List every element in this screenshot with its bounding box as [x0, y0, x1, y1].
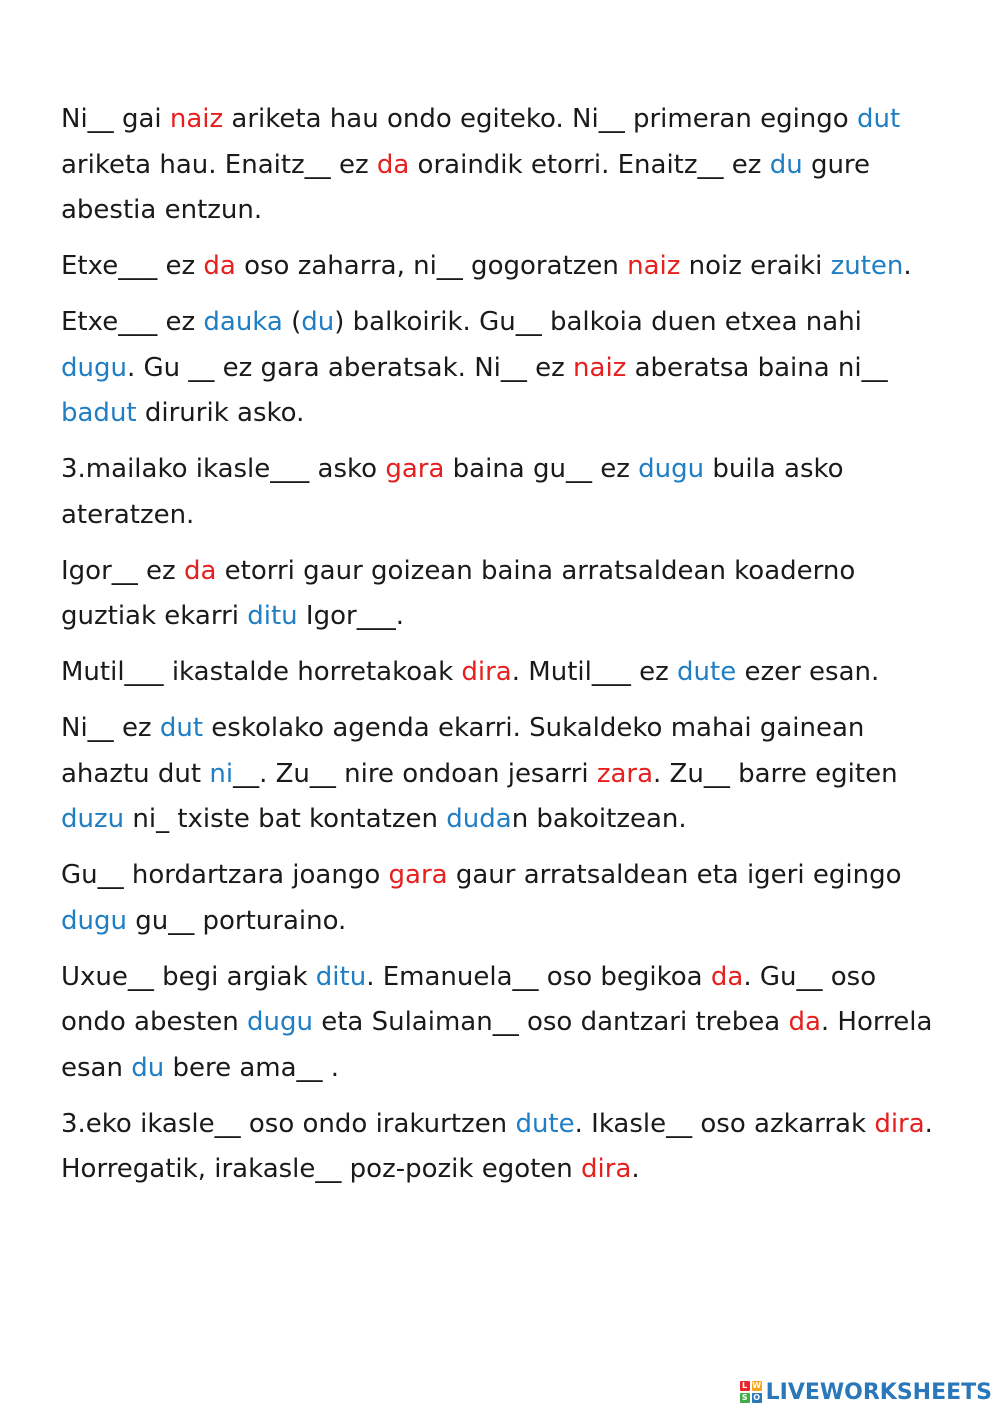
text-segment: baina gu__ ez — [444, 454, 639, 484]
highlighted-word-red: gara — [388, 860, 448, 890]
highlighted-word-blue: du — [769, 149, 803, 180]
logo-cell: L — [740, 1381, 750, 1391]
text-segment: Etxe___ ez — [61, 307, 204, 337]
text-segment: bere ama__ . — [164, 1052, 340, 1083]
highlighted-word-blue: ditu — [247, 601, 298, 631]
text-segment: . Horregatik, irakasle__ poz-pozik egoten — [61, 1108, 933, 1184]
highlighted-word-blue: dut — [856, 104, 901, 134]
paragraph-6 — [61, 650, 941, 696]
text-segment: oraindik etorri. Enaitz__ ez — [409, 149, 770, 180]
highlighted-word-red: da — [203, 251, 236, 281]
highlighted-word-red: dira — [874, 1108, 925, 1139]
text-segment: Ni__ gai — [61, 104, 170, 134]
logo-cell: O — [753, 1393, 761, 1402]
highlighted-word-blue: badut — [61, 398, 137, 428]
text-segment: noiz eraiki — [680, 251, 831, 281]
text-segment: eta Sulaiman__ oso dantzari trebea — [312, 1007, 789, 1037]
paragraph-10 — [61, 1102, 941, 1193]
text-segment: etorri gaur goizean baina arratsaldean koaderno guztiak ekarri — [61, 555, 856, 631]
highlighted-word-blue: dugu — [638, 454, 705, 484]
highlighted-word-red: da — [376, 149, 410, 180]
text-segment: Mutil___ ikastalde horretakoak — [61, 657, 462, 687]
text-segment: . — [631, 1154, 640, 1184]
text-segment: . — [903, 251, 912, 281]
text-segment: 3.mailako ikasle___ asko — [61, 454, 386, 484]
highlighted-word-blue: dut — [159, 713, 204, 743]
text-segment: . Mutil___ ez — [511, 657, 678, 687]
brand-name: LIVEWORKSHEETS — [765, 1379, 992, 1405]
text-segment: Ni__ ez — [61, 713, 160, 743]
logo-cell: S — [740, 1393, 750, 1403]
text-segment: . Horrela esan — [61, 1007, 933, 1083]
text-segment: . Gu__ oso ondo abesten — [61, 961, 877, 1037]
highlighted-word-blue: dauka — [203, 307, 283, 337]
text-segment: 3.eko ikasle__ oso ondo irakurtzen — [61, 1108, 516, 1139]
paragraph-9 — [61, 955, 941, 1092]
text-segment: ariketa hau. Enaitz__ ez — [61, 149, 377, 180]
text-segment: Igor___. — [297, 601, 404, 631]
highlighted-word-red: gara — [385, 454, 445, 484]
highlighted-word-blue: dute — [677, 657, 737, 687]
text-segment: __. Zu__ nire ondoan jesarri — [233, 758, 597, 789]
highlighted-word-red: dira — [581, 1154, 632, 1184]
highlighted-word-blue: du — [131, 1052, 165, 1083]
highlighted-word-blue: dute — [515, 1108, 575, 1139]
highlighted-word-blue: du — [301, 307, 335, 337]
highlighted-word-blue: dugu — [61, 905, 127, 936]
highlighted-word-red: dira — [461, 657, 512, 687]
highlighted-word-blue: duzu — [61, 804, 125, 834]
highlighted-word-red: da — [788, 1007, 821, 1037]
highlighted-word-red: naiz — [169, 104, 224, 134]
highlighted-word-red: naiz — [573, 352, 627, 383]
text-segment: Etxe___ ez — [61, 251, 204, 281]
highlighted-word-red: zara — [596, 758, 654, 789]
text-segment: gaur arratsaldean eta igeri egingo — [447, 860, 902, 890]
paragraph-7 — [61, 706, 941, 843]
text-segment: oso zaharra, ni__ gogoratzen — [235, 251, 628, 281]
highlighted-word-red: da — [183, 555, 217, 586]
text-segment: . Ikasle__ oso azkarrak — [574, 1108, 875, 1139]
text-segment: ni_ txiste bat kontatzen — [124, 804, 447, 834]
highlighted-word-blue: zuten — [830, 251, 904, 281]
text-segment: . Zu__ barre egiten — [653, 758, 898, 789]
highlighted-word-blue: ditu — [315, 961, 367, 992]
text-segment: ariketa hau ondo egiteko. Ni__ primeran egingo — [223, 104, 857, 134]
paragraph-8 — [61, 853, 941, 944]
text-segment: n bakoitzean. — [511, 804, 687, 834]
text-segment: Uxue__ begi argiak — [61, 961, 316, 992]
logo-cell: W — [752, 1381, 762, 1390]
paragraph-2 — [61, 244, 941, 290]
worksheet-body — [61, 97, 941, 1203]
text-segment: ) balkoirik. Gu__ balkoia duen etxea nahi — [334, 307, 862, 337]
footer-branding — [740, 1379, 992, 1405]
text-segment: gu__ porturaino. — [126, 905, 347, 936]
highlighted-word-red: da — [710, 961, 744, 992]
text-segment: Igor__ ez — [61, 555, 184, 586]
paragraph-5 — [61, 549, 941, 640]
text-segment: ezer esan. — [736, 657, 880, 687]
liveworksheets-logo-icon — [740, 1381, 762, 1403]
text-segment: Gu__ hordartzara joango — [61, 860, 389, 890]
paragraph-4 — [61, 447, 941, 538]
text-segment: dirurik asko. — [136, 398, 305, 428]
highlighted-word-red: naiz — [627, 251, 681, 281]
highlighted-word-blue: dugu — [246, 1007, 313, 1037]
highlighted-word-blue: ni — [209, 758, 234, 789]
highlighted-word-blue: duda — [446, 804, 512, 834]
text-segment: eskolako agenda ekarri. Sukaldeko mahai gainean ahaztu dut — [61, 713, 865, 789]
text-segment: . Gu __ ez gara aberatsak. Ni__ ez — [126, 352, 574, 383]
text-segment: ( — [282, 307, 302, 337]
paragraph-1 — [61, 97, 941, 234]
text-segment: aberatsa baina ni__ — [626, 352, 888, 383]
text-segment: gure abestia entzun. — [61, 149, 871, 225]
text-segment: buila asko ateratzen. — [61, 454, 844, 530]
text-segment: . Emanuela__ oso begikoa — [366, 961, 711, 992]
paragraph-3 — [61, 300, 941, 437]
highlighted-word-blue: dugu — [61, 352, 127, 383]
